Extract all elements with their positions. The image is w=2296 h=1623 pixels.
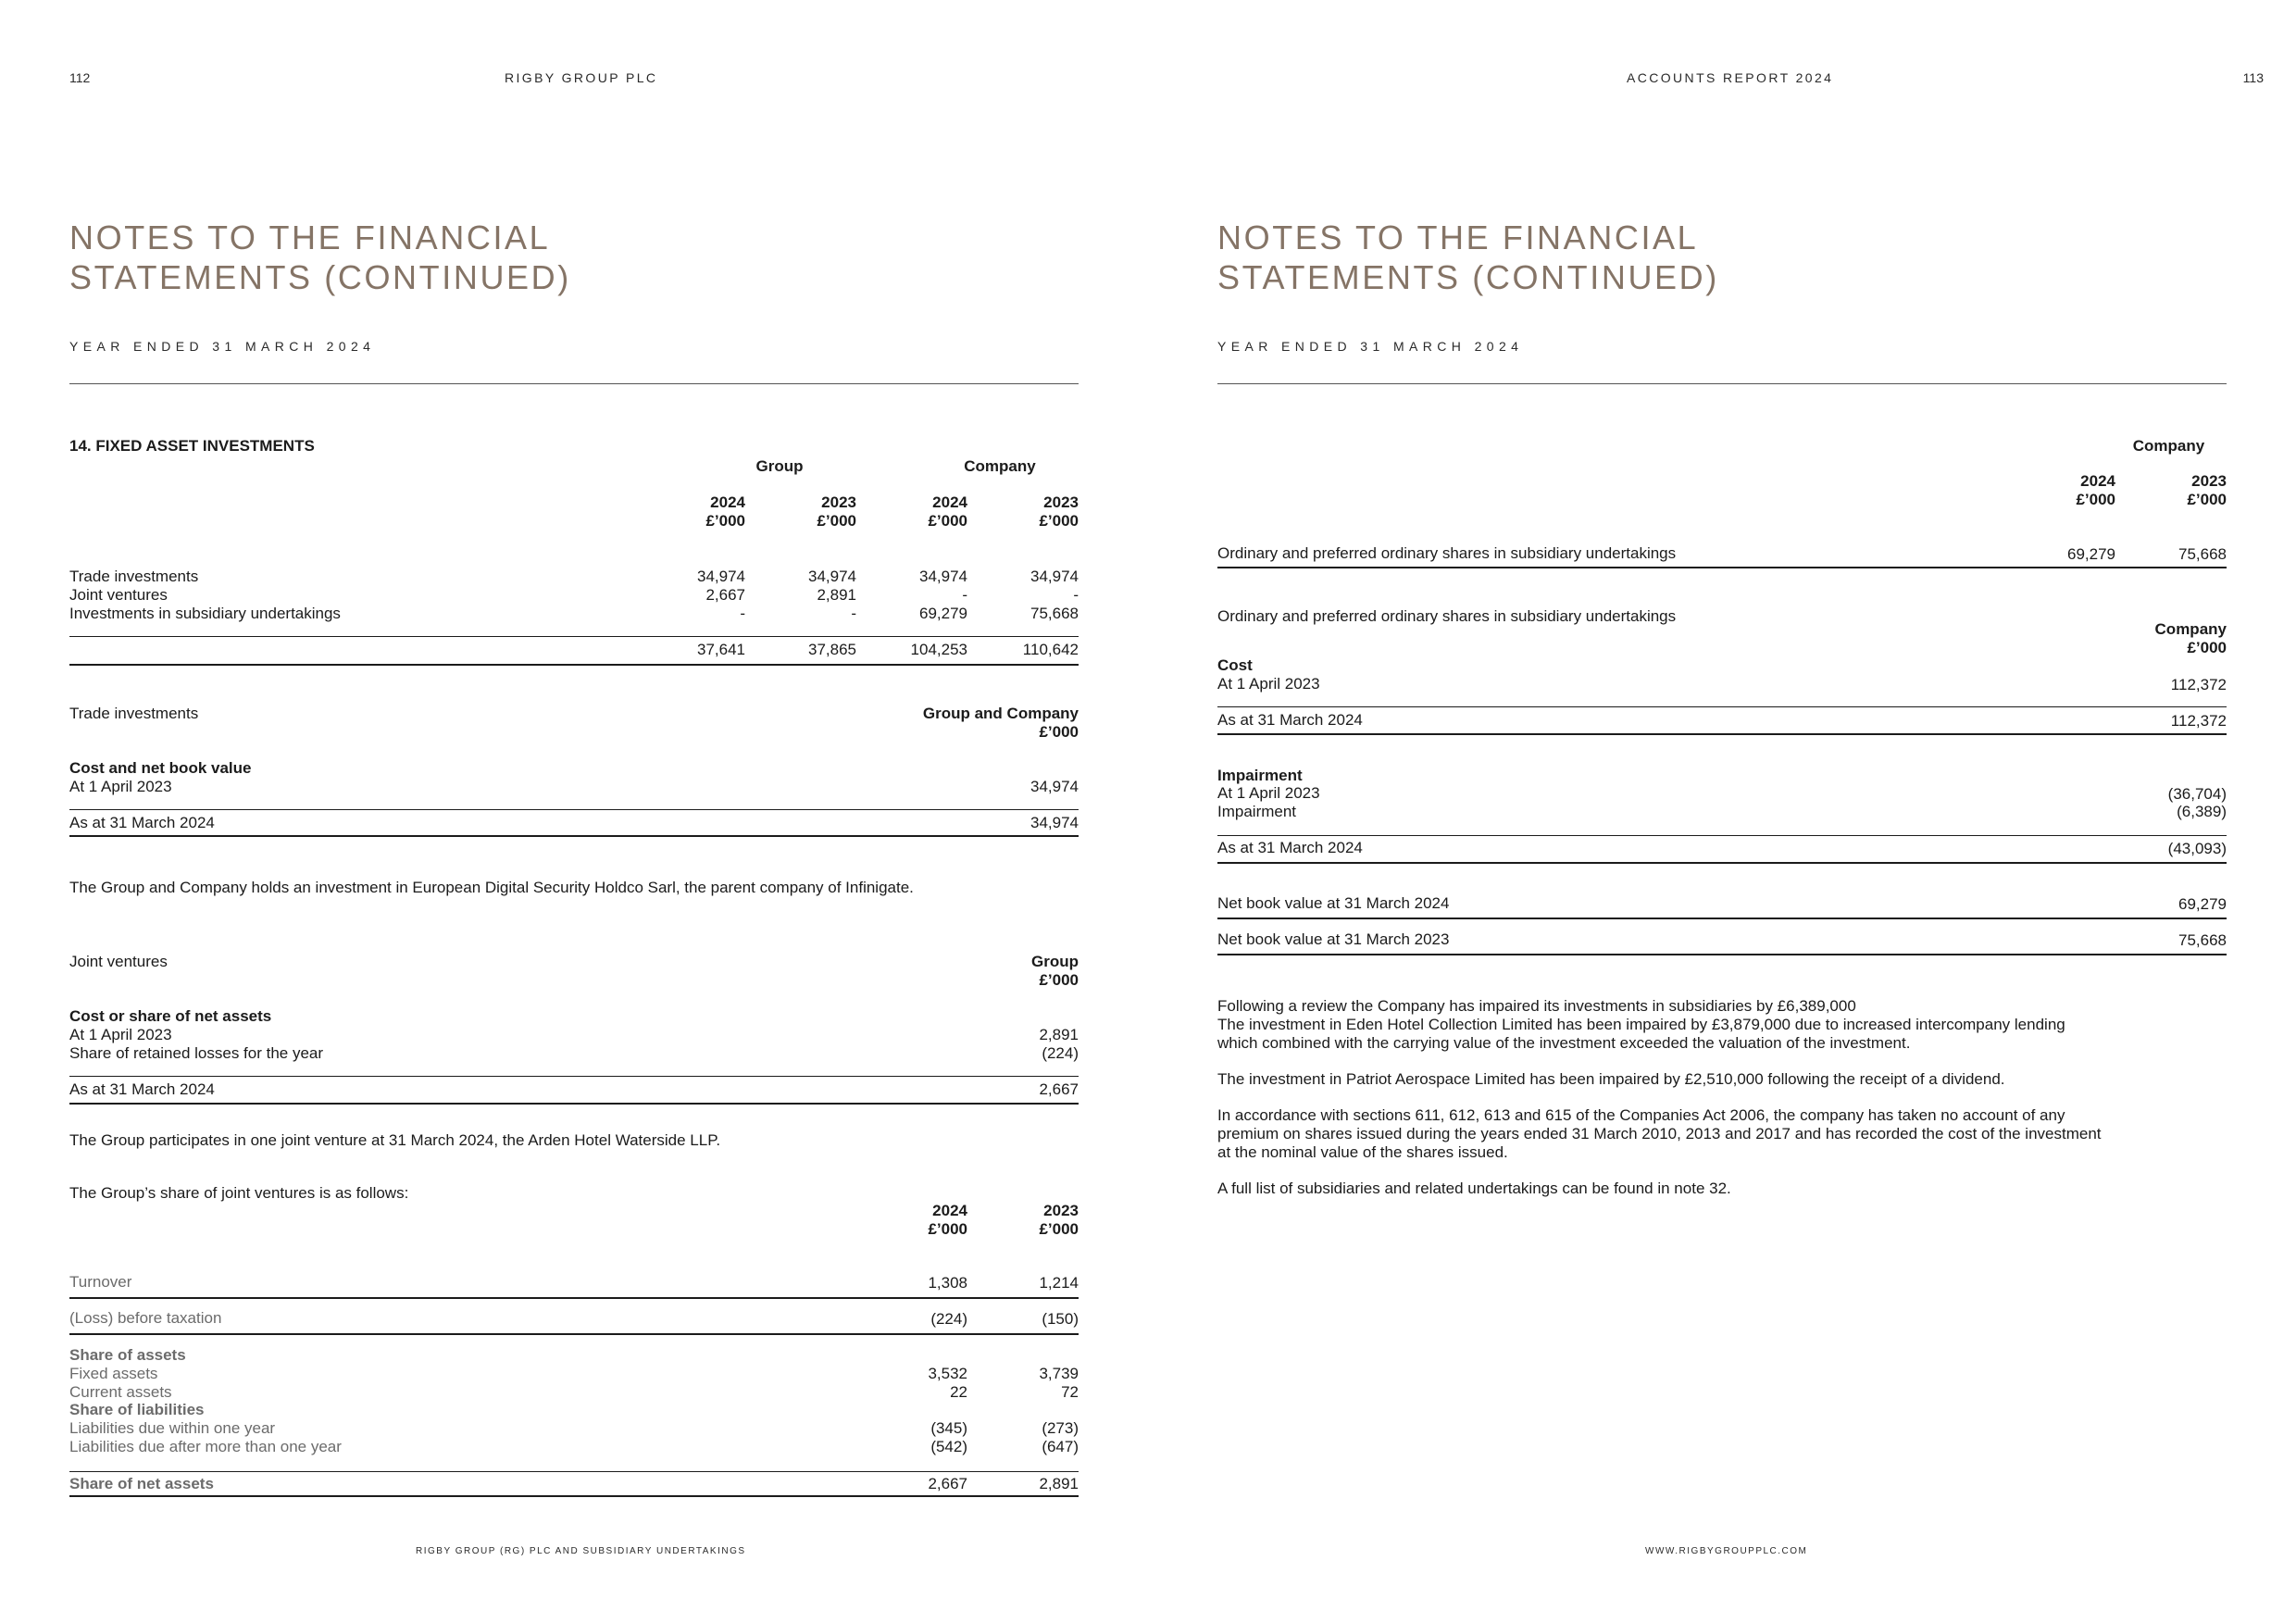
trade-investments-label: Trade investments bbox=[69, 705, 199, 722]
table-cell: 2,891 bbox=[817, 586, 856, 604]
table-total-rule bbox=[69, 1103, 1079, 1105]
row-label: Liabilities due within one year bbox=[69, 1419, 276, 1437]
table-cell: - bbox=[1073, 586, 1079, 604]
table-cell: 3,532 bbox=[928, 1365, 967, 1382]
note-paragraph: premium on shares issued during the years ended 31 March 2010, 2013 and 2017 and has recorded the cost of the investment bbox=[1217, 1125, 2102, 1142]
table-cell: - bbox=[962, 586, 967, 604]
trade-col-unit: £’000 bbox=[1039, 723, 1079, 741]
share-of-assets-heading: Share of assets bbox=[69, 1346, 186, 1364]
row-label: Fixed assets bbox=[69, 1365, 158, 1382]
col-year: 2023 bbox=[821, 493, 856, 511]
table-cell: 75,668 bbox=[2178, 545, 2227, 563]
row-label: At 1 April 2023 bbox=[1217, 784, 1320, 802]
page-subtitle: YEAR ENDED 31 MARCH 2024 bbox=[69, 339, 376, 354]
page-title-line-1: NOTES TO THE FINANCIAL bbox=[69, 218, 551, 256]
share-of-liabilities-heading: Share of liabilities bbox=[69, 1401, 205, 1418]
row-label: Turnover bbox=[69, 1273, 132, 1291]
total-cell: 37,865 bbox=[808, 641, 856, 658]
row-label: At 1 April 2023 bbox=[69, 778, 172, 795]
total-cell: 112,372 bbox=[2170, 712, 2227, 730]
row-label: At 1 April 2023 bbox=[69, 1026, 172, 1043]
col-year: 2024 bbox=[932, 1202, 967, 1219]
total-cell: 104,253 bbox=[910, 641, 967, 658]
jv-subheading: Cost or share of net assets bbox=[69, 1007, 272, 1025]
note-14-heading: 14. FIXED ASSET INVESTMENTS bbox=[69, 437, 315, 455]
row-label: Joint ventures bbox=[69, 586, 168, 604]
trade-col-header: Group and Company bbox=[922, 705, 1079, 722]
table-total-rule bbox=[1217, 954, 2227, 955]
table-total-rule bbox=[1217, 862, 2227, 864]
table-total-rule bbox=[69, 835, 1079, 837]
col-year: 2024 bbox=[932, 493, 967, 511]
table-cell: 2,891 bbox=[1039, 1026, 1079, 1043]
table-cell: 1,308 bbox=[928, 1274, 967, 1292]
total-cell: 2,667 bbox=[1039, 1080, 1079, 1098]
table-total-rule bbox=[1217, 567, 2227, 568]
row-label: Net book value at 31 March 2024 bbox=[1217, 894, 1450, 912]
col-unit: £’000 bbox=[1039, 1220, 1079, 1238]
page-footer: WWW.RIGBYGROUPPLC.COM bbox=[1645, 1546, 1808, 1556]
table-cell: (542) bbox=[930, 1438, 967, 1455]
table-rule bbox=[1217, 706, 2227, 707]
total-cell: (43,093) bbox=[2167, 840, 2227, 857]
jv-col-header: Group bbox=[1031, 953, 1079, 970]
table-total-rule bbox=[1217, 733, 2227, 735]
movement-col-header: Company bbox=[2154, 620, 2227, 638]
total-cell: 110,642 bbox=[1022, 641, 1079, 658]
note-paragraph: A full list of subsidiaries and related undertakings can be found in note 32. bbox=[1217, 1180, 1731, 1197]
table-cell: 34,974 bbox=[1030, 778, 1079, 795]
joint-ventures-label: Joint ventures bbox=[69, 953, 168, 970]
col-unit: £’000 bbox=[928, 512, 967, 530]
jv-note-2: The Group’s share of joint ventures is as follows: bbox=[69, 1184, 409, 1202]
page-footer: RIGBY GROUP (RG) PLC AND SUBSIDIARY UNDERTAKINGS bbox=[416, 1546, 746, 1556]
col-unit: £’000 bbox=[1039, 512, 1079, 530]
table-cell: (273) bbox=[1042, 1419, 1079, 1437]
col-unit: £’000 bbox=[817, 512, 856, 530]
table-cell: 2,667 bbox=[705, 586, 745, 604]
note-paragraph: In accordance with sections 611, 612, 613 and 615 of the Companies Act 2006, the company has taken no account of any bbox=[1217, 1106, 2065, 1124]
table-cell: (647) bbox=[1042, 1438, 1079, 1455]
note-paragraph: The investment in Eden Hotel Collection Limited has been impaired by £3,879,000 due to increased intercompany lending bbox=[1217, 1016, 2065, 1033]
col-year: 2024 bbox=[710, 493, 745, 511]
table-cell: 69,279 bbox=[2178, 895, 2227, 913]
row-label: As at 31 March 2024 bbox=[1217, 711, 1363, 729]
col-unit: £’000 bbox=[705, 512, 745, 530]
row-label: As at 31 March 2024 bbox=[69, 1080, 215, 1098]
table-cell: 34,974 bbox=[808, 568, 856, 585]
table-cell: 69,279 bbox=[2067, 545, 2115, 563]
movement-label: Ordinary and preferred ordinary shares in subsidiary undertakings bbox=[1217, 607, 1677, 625]
table-cell: 22 bbox=[950, 1383, 967, 1401]
table-cell: 75,668 bbox=[1030, 605, 1079, 622]
row-label: As at 31 March 2024 bbox=[69, 814, 215, 831]
col-unit: £’000 bbox=[2076, 491, 2115, 508]
table-rule bbox=[69, 809, 1079, 810]
row-label: Liabilities due after more than one year bbox=[69, 1438, 342, 1455]
row-label: Investments in subsidiary undertakings bbox=[69, 605, 341, 622]
page-number: 112 bbox=[69, 70, 91, 85]
trade-note: The Group and Company holds an investment in European Digital Security Holdco Sarl, the parent company of Infinigate. bbox=[69, 879, 914, 896]
table-total-rule bbox=[69, 664, 1079, 666]
row-label: As at 31 March 2024 bbox=[1217, 839, 1363, 856]
table-cell: 34,974 bbox=[697, 568, 745, 585]
total-cell: 34,974 bbox=[1030, 814, 1079, 831]
col-unit: £’000 bbox=[2187, 491, 2227, 508]
table-cell: 69,279 bbox=[919, 605, 967, 622]
header-divider bbox=[1217, 383, 2227, 384]
table-cell: 34,974 bbox=[1030, 568, 1079, 585]
table-cell: (36,704) bbox=[2167, 785, 2227, 803]
col-year: 2024 bbox=[2080, 472, 2115, 490]
jv-col-unit: £’000 bbox=[1039, 971, 1079, 989]
table-cell: (150) bbox=[1042, 1310, 1079, 1328]
page-title-line-2: STATEMENTS (CONTINUED) bbox=[69, 258, 571, 296]
table-cell: (345) bbox=[930, 1419, 967, 1437]
impairment-heading: Impairment bbox=[1217, 767, 1303, 784]
row-label: Trade investments bbox=[69, 568, 199, 585]
table-cell: 1,214 bbox=[1039, 1274, 1079, 1292]
note-paragraph: Following a review the Company has impaired its investments in subsidiaries by £6,389,000 bbox=[1217, 997, 1856, 1015]
header-divider bbox=[69, 383, 1079, 384]
table-cell: (224) bbox=[930, 1310, 967, 1328]
row-label: Share of net assets bbox=[69, 1475, 214, 1492]
row-label: Ordinary and preferred ordinary shares in subsidiary undertakings bbox=[1217, 544, 1677, 562]
page-title bbox=[1217, 218, 1719, 297]
total-cell: 37,641 bbox=[697, 641, 745, 658]
row-label: Net book value at 31 March 2023 bbox=[1217, 930, 1450, 948]
page-number: 113 bbox=[2242, 70, 2264, 85]
table-cell: 112,372 bbox=[2170, 676, 2227, 693]
col-year: 2023 bbox=[1043, 493, 1079, 511]
table-cell: - bbox=[851, 605, 856, 622]
row-label: Share of retained losses for the year bbox=[69, 1044, 324, 1062]
table-cell: 3,739 bbox=[1039, 1365, 1079, 1382]
note-paragraph: The investment in Patriot Aerospace Limited has been impaired by £2,510,000 following the receipt of a dividend. bbox=[1217, 1070, 2005, 1088]
note-paragraph: at the nominal value of the shares issued. bbox=[1217, 1143, 1508, 1161]
total-cell: 2,667 bbox=[928, 1475, 967, 1492]
col-unit: £’000 bbox=[928, 1220, 967, 1238]
col-year: 2023 bbox=[2191, 472, 2227, 490]
running-header: ACCOUNTS REPORT 2024 bbox=[1627, 70, 1834, 85]
table-cell: 75,668 bbox=[2178, 931, 2227, 949]
page-title-line-2: STATEMENTS (CONTINUED) bbox=[1217, 258, 1719, 296]
table-rule bbox=[69, 1333, 1079, 1335]
table-cell: 34,974 bbox=[919, 568, 967, 585]
total-cell: 2,891 bbox=[1039, 1475, 1079, 1492]
table-cell: (6,389) bbox=[2177, 803, 2227, 820]
group-column-header: Group bbox=[755, 457, 804, 475]
table-rule bbox=[69, 636, 1079, 637]
table-rule bbox=[69, 1297, 1079, 1299]
company-column-header: Company bbox=[2132, 437, 2205, 455]
row-label: Current assets bbox=[69, 1383, 172, 1401]
running-header: RIGBY GROUP PLC bbox=[505, 70, 658, 85]
cost-heading: Cost bbox=[1217, 656, 1253, 674]
table-cell: 72 bbox=[1061, 1383, 1079, 1401]
note-paragraph: which combined with the carrying value of the investment exceeded the valuation of the investment. bbox=[1217, 1034, 1911, 1052]
row-label: (Loss) before taxation bbox=[69, 1309, 222, 1327]
table-rule bbox=[1217, 835, 2227, 836]
table-rule bbox=[69, 1471, 1079, 1472]
page-title bbox=[69, 218, 571, 297]
page-subtitle: YEAR ENDED 31 MARCH 2024 bbox=[1217, 339, 1524, 354]
table-cell: - bbox=[740, 605, 745, 622]
page-title-line-1: NOTES TO THE FINANCIAL bbox=[1217, 218, 1699, 256]
company-column-header: Company bbox=[964, 457, 1036, 475]
trade-subheading: Cost and net book value bbox=[69, 759, 252, 777]
movement-col-unit: £’000 bbox=[2187, 639, 2227, 656]
jv-note-1: The Group participates in one joint venture at 31 March 2024, the Arden Hotel Waterside LLP. bbox=[69, 1131, 721, 1149]
col-year: 2023 bbox=[1043, 1202, 1079, 1219]
table-total-rule bbox=[69, 1495, 1079, 1497]
row-label: Impairment bbox=[1217, 803, 1297, 820]
table-cell: (224) bbox=[1042, 1044, 1079, 1062]
row-label: At 1 April 2023 bbox=[1217, 675, 1320, 693]
table-total-rule bbox=[1217, 918, 2227, 919]
table-rule bbox=[69, 1076, 1079, 1077]
right-page bbox=[1148, 0, 2296, 1623]
